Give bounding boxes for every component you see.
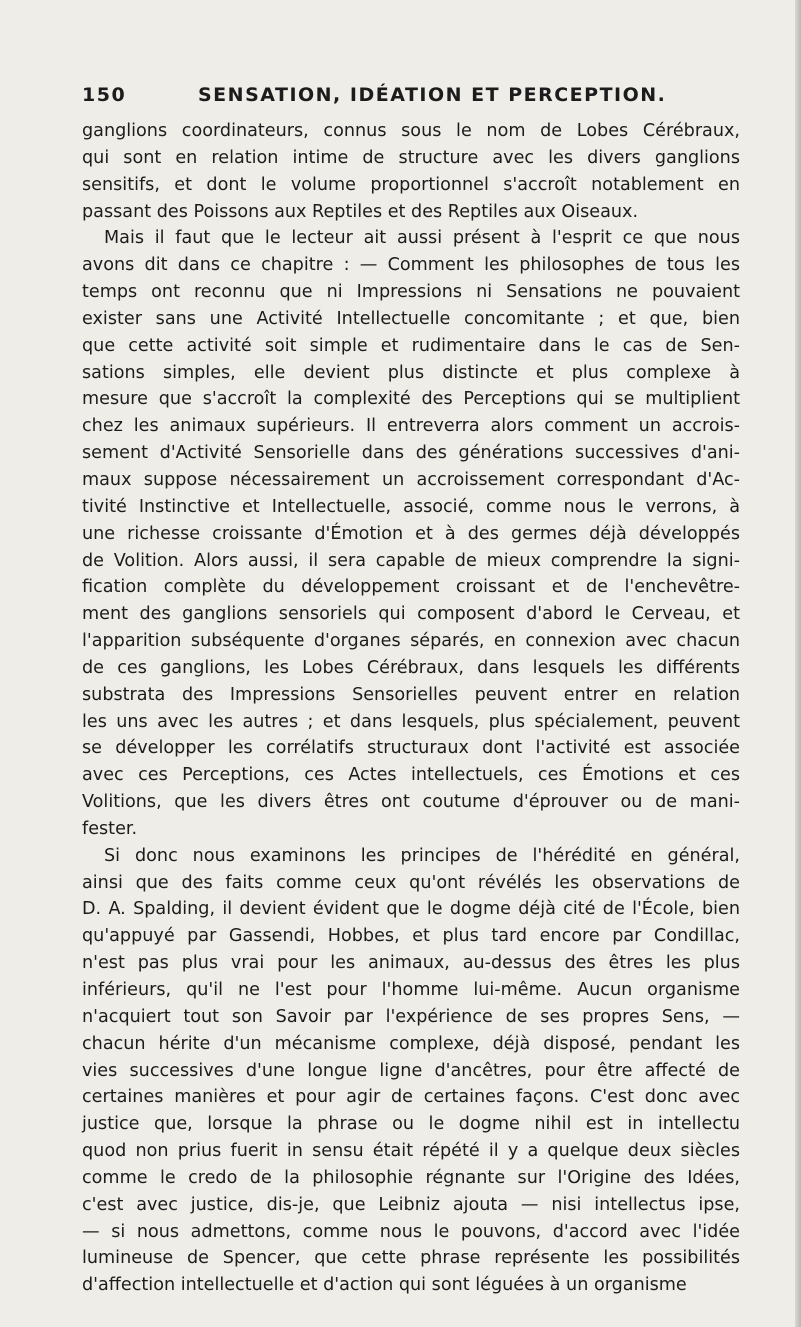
text-line: — si nous admettons, comme nous le pouvons, d'accord avec l'idée (82, 1221, 740, 1242)
text-line: de ces ganglions, les Lobes Cérébraux, dans lesquels les différents (82, 657, 740, 678)
text-line: sement d'Activité Sensorielle dans des générations successives d'ani- (82, 443, 740, 464)
text-line: Si donc nous examinons les principes de l'hérédité en général, (104, 845, 740, 866)
running-header (82, 84, 742, 116)
running-title: SENSATION, IDÉATION ET PERCEPTION. (198, 84, 667, 106)
text-line: qui sont en relation intime de structure avec les divers ganglions (82, 147, 740, 168)
text-line: d'affection intellectuelle et d'action qui sont léguées à un organisme (82, 1275, 687, 1296)
text-line: comme le credo de la philosophie régnante sur l'Origine des Idées, (82, 1167, 740, 1188)
text-line: ment des ganglions sensoriels qui composent d'abord le Cerveau, et (82, 604, 740, 625)
text-line: les uns avec les autres ; et dans lesquels, plus spécialement, peuvent (82, 711, 740, 732)
text-line: n'acquiert tout son Savoir par l'expérience de ses propres Sens, — (82, 1006, 740, 1027)
text-line: avons dit dans ce chapitre : — Comment les philosophes de tous les (82, 255, 740, 276)
text-line: chez les animaux supérieurs. Il entreverra alors comment un accrois- (82, 416, 740, 437)
text-line: maux suppose nécessairement un accroissement correspondant d'Ac- (82, 469, 740, 490)
text-line: se développer les corrélatifs structuraux dont l'activité est associée (82, 738, 740, 759)
text-line: exister sans une Activité Intellectuelle concomitante ; et que, bien (82, 308, 740, 329)
text-line: lumineuse de Spencer, que cette phrase représente les possibilités (82, 1248, 740, 1269)
body-text (82, 118, 740, 1299)
text-line: vies successives d'une longue ligne d'ancêtres, pour être affecté de (82, 1060, 740, 1081)
text-line: avec ces Perceptions, ces Actes intellectuels, ces Émotions et ces (82, 765, 740, 786)
text-line: temps ont reconnu que ni Impressions ni Sensations ne pouvaient (82, 282, 740, 303)
text-line: inférieurs, qu'il ne l'est pour l'homme lui-même. Aucun organisme (82, 980, 740, 1000)
text-line: sations simples, elle devient plus distincte et plus complexe à (82, 362, 740, 383)
text-line: ganglions coordinateurs, connus sous le nom de Lobes Cérébraux, (82, 121, 740, 141)
text-line: quod non prius fuerit in sensu était répété il y a quelque deux siècles (82, 1141, 740, 1162)
text-line: chacun hérite d'un mécanisme complexe, déjà disposé, pendant les (82, 1033, 740, 1054)
text-line: substrata des Impressions Sensorielles peuvent entrer en relation (82, 684, 740, 705)
text-line: fication complète du développement croissant et de l'enchevêtre- (82, 577, 740, 598)
text-line: qu'appuyé par Gassendi, Hobbes, et plus tard encore par Condillac, (82, 926, 740, 947)
text-line: D. A. Spalding, il devient évident que le dogme déjà cité de l'École, bien (82, 899, 740, 920)
text-line: Mais il faut que le lecteur ait aussi présent à l'esprit ce que nous (104, 228, 740, 249)
text-line: n'est pas plus vrai pour les animaux, au-dessus des êtres les plus (82, 953, 740, 974)
text-line: l'apparition subséquente d'organes séparés, en connexion avec chacun (82, 631, 740, 652)
text-line: sensitifs, et dont le volume proportionnel s'accroît notablement en (82, 174, 740, 195)
text-line: de Volition. Alors aussi, il sera capable de mieux comprendre la signi- (82, 550, 740, 571)
text-line: une richesse croissante d'Émotion et à des germes déjà développés (82, 523, 740, 544)
text-line: que cette activité soit simple et rudimentaire dans le cas de Sen- (82, 335, 740, 356)
page-number: 150 (82, 84, 127, 106)
text-line: justice que, lorsque la phrase ou le dogme nihil est in intellectu (82, 1114, 740, 1135)
text-line: passant des Poissons aux Reptiles et des Reptiles aux Oiseaux. (82, 201, 639, 222)
text-line: tivité Instinctive et Intellectuelle, associé, comme nous le verrons, à (82, 496, 740, 517)
text-line: Volitions, que les divers êtres ont coutume d'éprouver ou de mani- (82, 792, 740, 813)
text-line: fester. (82, 818, 138, 839)
text-line: mesure que s'accroît la complexité des Perceptions qui se multiplient (82, 389, 740, 410)
text-line: certaines manières et pour agir de certaines façons. C'est donc avec (82, 1087, 740, 1108)
page-edge (795, 0, 801, 1327)
text-line: ainsi que des faits comme ceux qu'ont révélés les observations de (82, 872, 740, 893)
text-line: c'est avec justice, dis-je, que Leibniz ajouta — nisi intellectus ipse, (82, 1194, 740, 1215)
